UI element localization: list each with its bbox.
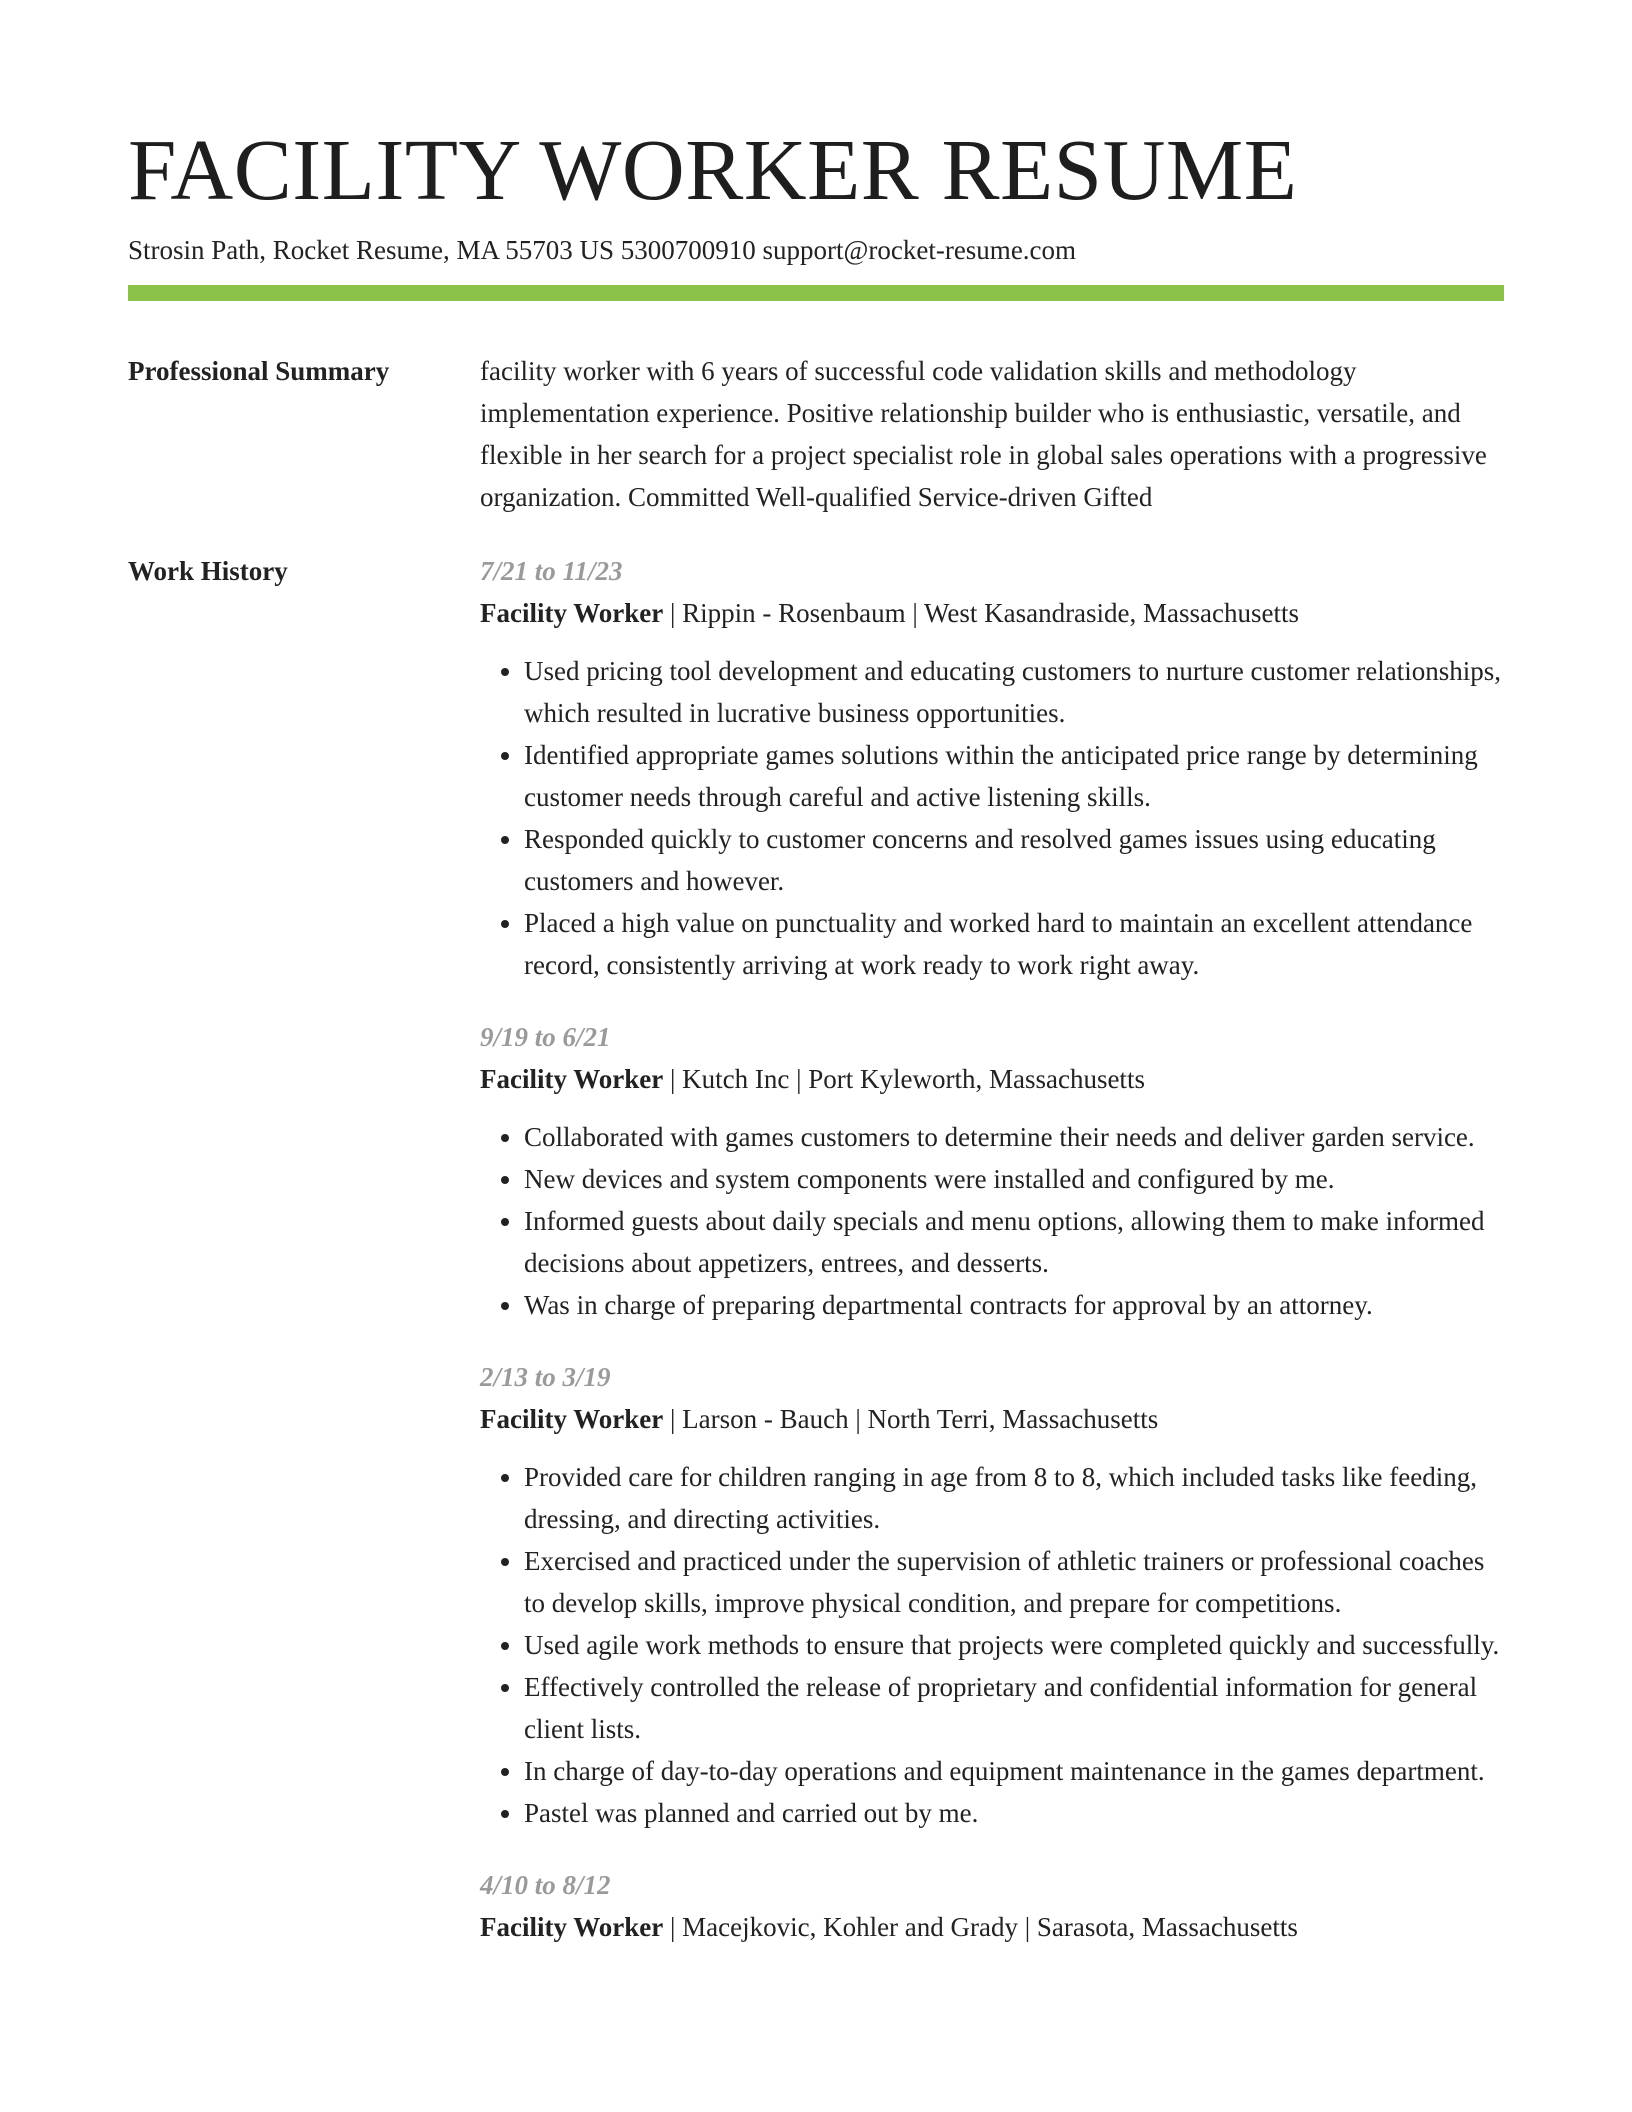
- job-bullet: • Identified appropriate games solutions within the anticipated price range by determining customer needs through careful and active listening skills.: [524, 734, 1504, 818]
- job-bullet-list: [480, 1116, 1504, 1326]
- contact-line: Strosin Path, Rocket Resume, MA 55703 US 5300700910 support@rocket-resume.com: [128, 235, 1077, 265]
- professional-summary-section: [128, 350, 1504, 518]
- job-bullet: • New devices and system components were installed and configured by me.: [524, 1158, 1504, 1200]
- job-bullet: • Collaborated with games customers to determine their needs and deliver garden service.: [524, 1116, 1504, 1158]
- job-bullet: • Used agile work methods to ensure that projects were completed quickly and successfully.: [524, 1624, 1504, 1666]
- job-entry: [480, 1864, 1504, 1948]
- job-employer-location: | Kutch Inc | Port Kyleworth, Massachusetts: [663, 1064, 1145, 1094]
- job-dates: 9/19 to 6/21: [480, 1022, 611, 1052]
- job-bullet-list: [480, 650, 1504, 986]
- job-bullet: • Was in charge of preparing departmental contracts for approval by an attorney.: [524, 1284, 1504, 1326]
- job-heading: [480, 1398, 1504, 1440]
- accent-divider: [128, 285, 1504, 301]
- job-entry: [480, 1356, 1504, 1834]
- work-history-section: [128, 550, 1504, 1978]
- job-dates: 4/10 to 8/12: [480, 1870, 611, 1900]
- job-employer-location: | Rippin - Rosenbaum | West Kasandraside, Massachusetts: [663, 598, 1300, 628]
- job-heading: [480, 592, 1504, 634]
- job-title: Facility Worker: [480, 1912, 664, 1942]
- resume-title: FACILITY WORKER RESUME: [128, 121, 1298, 218]
- job-employer-location: | Macejkovic, Kohler and Grady | Sarasota, Massachusetts: [663, 1912, 1298, 1942]
- job-title: Facility Worker: [480, 1404, 664, 1434]
- job-bullet: • Pastel was planned and carried out by me.: [524, 1792, 1504, 1834]
- job-bullet: • In charge of day-to-day operations and equipment maintenance in the games department.: [524, 1750, 1504, 1792]
- resume-header: [128, 118, 1504, 270]
- section-label-work-history: Work History: [128, 556, 288, 586]
- summary-text: facility worker with 6 years of successful code validation skills and methodology implementation experience. Positive relationship builder who is enthusiastic, versatile, and flexible in her search for a project specialist role in global sales operations with a progressive organization. Committed Well-qualified Service-driven Gifted: [480, 356, 1487, 512]
- job-entry: [480, 550, 1504, 986]
- job-dates: 2/13 to 3/19: [480, 1362, 611, 1392]
- job-bullet: • Provided care for children ranging in age from 8 to 8, which included tasks like feeding, dressing, and directing activities.: [524, 1456, 1504, 1540]
- job-bullet: • Informed guests about daily specials and menu options, allowing them to make informed decisions about appetizers, entrees, and desserts.: [524, 1200, 1504, 1284]
- job-title: Facility Worker: [480, 1064, 664, 1094]
- job-bullet-list: [480, 1456, 1504, 1834]
- job-entry: [480, 1016, 1504, 1326]
- job-title: Facility Worker: [480, 598, 664, 628]
- job-heading: [480, 1906, 1504, 1948]
- job-bullet: • Responded quickly to customer concerns and resolved games issues using educating customers and however.: [524, 818, 1504, 902]
- job-bullet: • Placed a high value on punctuality and worked hard to maintain an excellent attendance record, consistently arriving at work ready to work right away.: [524, 902, 1504, 986]
- section-label-summary: Professional Summary: [128, 356, 390, 386]
- job-bullet: • Used pricing tool development and educating customers to nurture customer relationships, which resulted in lucrative business opportunities.: [524, 650, 1504, 734]
- job-employer-location: | Larson - Bauch | North Terri, Massachusetts: [663, 1404, 1159, 1434]
- job-bullet: • Exercised and practiced under the supervision of athletic trainers or professional coaches to develop skills, improve physical condition, and prepare for competitions.: [524, 1540, 1504, 1624]
- job-list: [480, 550, 1504, 1978]
- job-bullet: • Effectively controlled the release of proprietary and confidential information for general client lists.: [524, 1666, 1504, 1750]
- job-heading: [480, 1058, 1504, 1100]
- job-dates: 7/21 to 11/23: [480, 556, 623, 586]
